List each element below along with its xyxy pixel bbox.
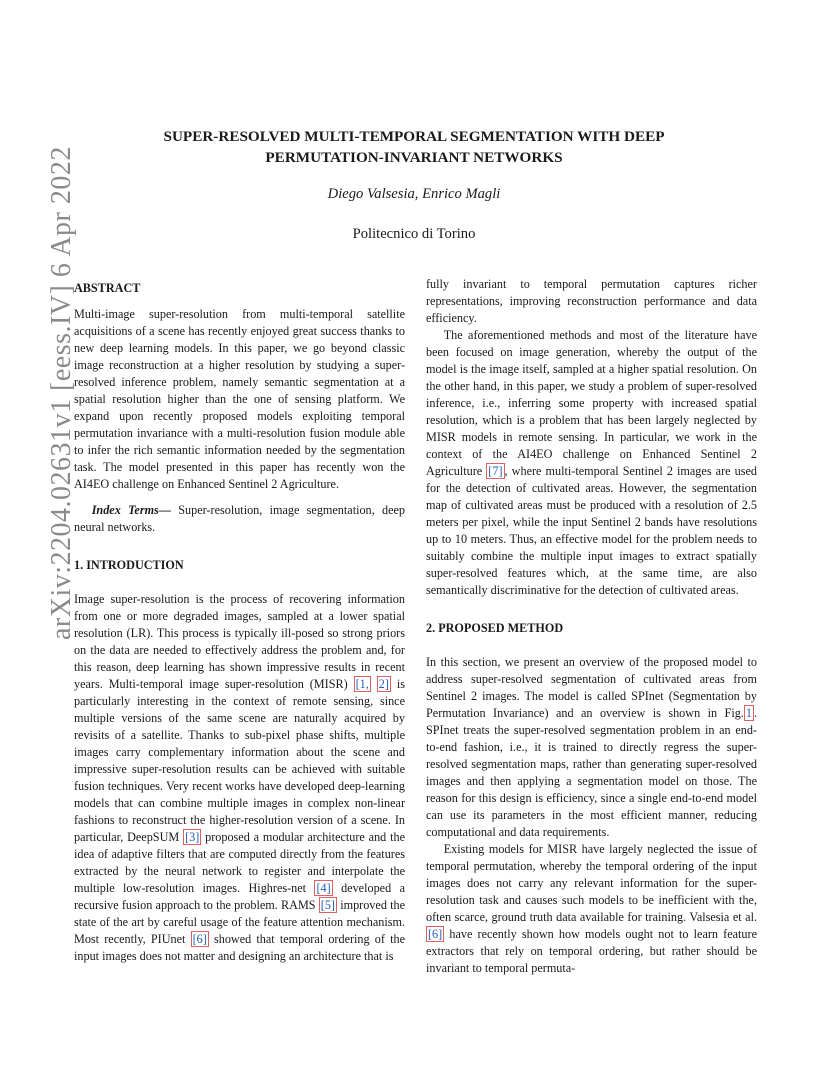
intro-paragraph-2: The aforementioned methods and most of the literature have been focused on image generation, whereby the output of the model is the image itself, sampled at a higher spatial resolution. On the other hand, in this paper, we study a problem of super-resolved inference, i.e., inferring some property with increased spatial resolution, which is a problem that has been largely neglected by MISR models in remote sensing. In particular, we work in the context of the AI4EO challenge on Enhanced Sentinel 2 Agriculture [7] , where multi-temporal Sentinel 2 images are used for the detection of cultivated areas. However, the segmentation map of cultivated areas must be produced with a resolution of 2.5 meters per pixel, while the input Sentinel 2 bands have resolutions up to 10 meters. Thus, an effective model for the problem needs to suitably combine the multiple input images to extract spatially super-resolved features which, at the same time, are also semantically discriminative for the detection of cultivated areas. [426, 328, 757, 597]
citation-1[interactable]: [1, [355, 677, 369, 691]
citation-6[interactable]: [6] [192, 932, 207, 946]
arxiv-identifier: arXiv:2204.02631v1 [eess.IV] 6 Apr 2022 [46, 146, 77, 640]
affiliation: Politecnico di Torino [352, 226, 476, 242]
citation-6-method[interactable]: [6] [428, 927, 443, 941]
citation-7[interactable]: [7] [488, 464, 503, 478]
left-column [74, 280, 405, 965]
index-terms-text: Super-resolution, image segmentation, deep neural networks. [74, 503, 405, 534]
title-line-1: SUPER-RESOLVED MULTI-TEMPORAL SEGMENTATION WITH DEEP [163, 128, 665, 145]
title-line-2: PERMUTATION-INVARIANT NETWORKS [265, 149, 563, 166]
paper-title [0, 126, 828, 168]
citation-4[interactable]: [4] [316, 881, 331, 895]
intro-paragraph-1-continued: fully invariant to temporal permutation captures richer representations, improving reconstruction performance and data efficiency. [426, 277, 757, 325]
citation-2[interactable]: 2] [378, 677, 389, 691]
figure-ref-1[interactable]: 1 [745, 706, 752, 720]
abstract-text: Multi-image super-resolution from multi-temporal satellite acquisitions of a scene has recently enjoyed great success thanks to new deep learning models. In this paper, we go beyond classic image reconstruction at a higher resolution by studying a super-resolved inference problem, namely semantic segmentation at a spatial resolution higher than the one of sensing platform. We expand upon recently proposed models exploiting temporal permutation invariance with a multi-resolution fusion module able to infer the rich semantic information needed by the segmentation task. The model presented in this paper has recently won the AI4EO challenge on Enhanced Sentinel 2 Agriculture. [74, 307, 405, 491]
citation-3[interactable]: [3] [185, 830, 200, 844]
citation-5[interactable]: [5] [320, 898, 335, 912]
intro-paragraph-1: Image super-resolution is the process of recovering information from one or more degraded images, sampled at a lower spatial resolution (LR). This process is typically ill-posed so strong priors on the data are needed to effectively address the problem and, for this reason, deep learning has shown impressive results in recent years. Multi-temporal image super-resolution (MISR) [1, 2] is particularly interesting in the context of remote sensing, since multiple versions of the same scene are naturally acquired by revisits of a satellite. Thanks to sub-pixel phase shifts, multiple images carry complementary information about the scene and impressive super-resolution results can be achieved with suitable fusion techniques. Very recent works have developed deep-learning models that can combine multiple images in complex non-linear fashions to reconstruct the higher-resolution version of a scene. In particular, DeepSUM [3] proposed a modular architecture and the idea of adaptive filters that are computed directly from the features extracted by the neural network to register and interpolate the multiple low-resolution images. Highres-net [4] developed a recursive fusion approach to the problem. RAMS [5] improved the state of the art by careful usage of the feature attention mechanism. Most recently, PIUnet [6] showed that temporal ordering of the input images does not matter and designing an architecture that is [74, 592, 406, 963]
index-terms [74, 502, 405, 536]
method-paragraph-1: In this section, we present an overview of the proposed model to address super-resolved segmentation of cultivated areas from Sentinel 2 images. The model is called SPInet (Segmentation by Permutation Invariance) and an overview is shown in Fig. 1 . SPInet treats the super-resolved segmentation problem in an end-to-end fashion, i.e., it is trained to directly regress the super-resolved segmentation maps, rather than generating super-resolved images and then applying a segmentation model on those. The reason for this design is efficiency, since a single end-to-end model can use its parameters in the most efficient manner, reducing computational and data requirements. [426, 655, 757, 839]
method-paragraph-2: Existing models for MISR have largely neglected the issue of temporal permutation, whereby the temporal ordering of the input images does not carry any relevant information for the super-resolution task and causes such models to be inefficient with the, often scarce, ground truth data available for training. Valsesia et al. [6] have recently shown how models ought not to learn feature extractors that rely on temporal ordering, but rather should be invariant to temporal permuta- [426, 842, 757, 975]
authors: Diego Valsesia, Enrico Magli [327, 186, 501, 202]
intro-heading: 1. INTRODUCTION [74, 558, 184, 572]
abstract-heading: ABSTRACT [74, 281, 141, 295]
right-column [426, 276, 757, 977]
index-terms-label: Index Terms— [91, 503, 171, 517]
method-heading: 2. PROPOSED METHOD [426, 621, 564, 635]
